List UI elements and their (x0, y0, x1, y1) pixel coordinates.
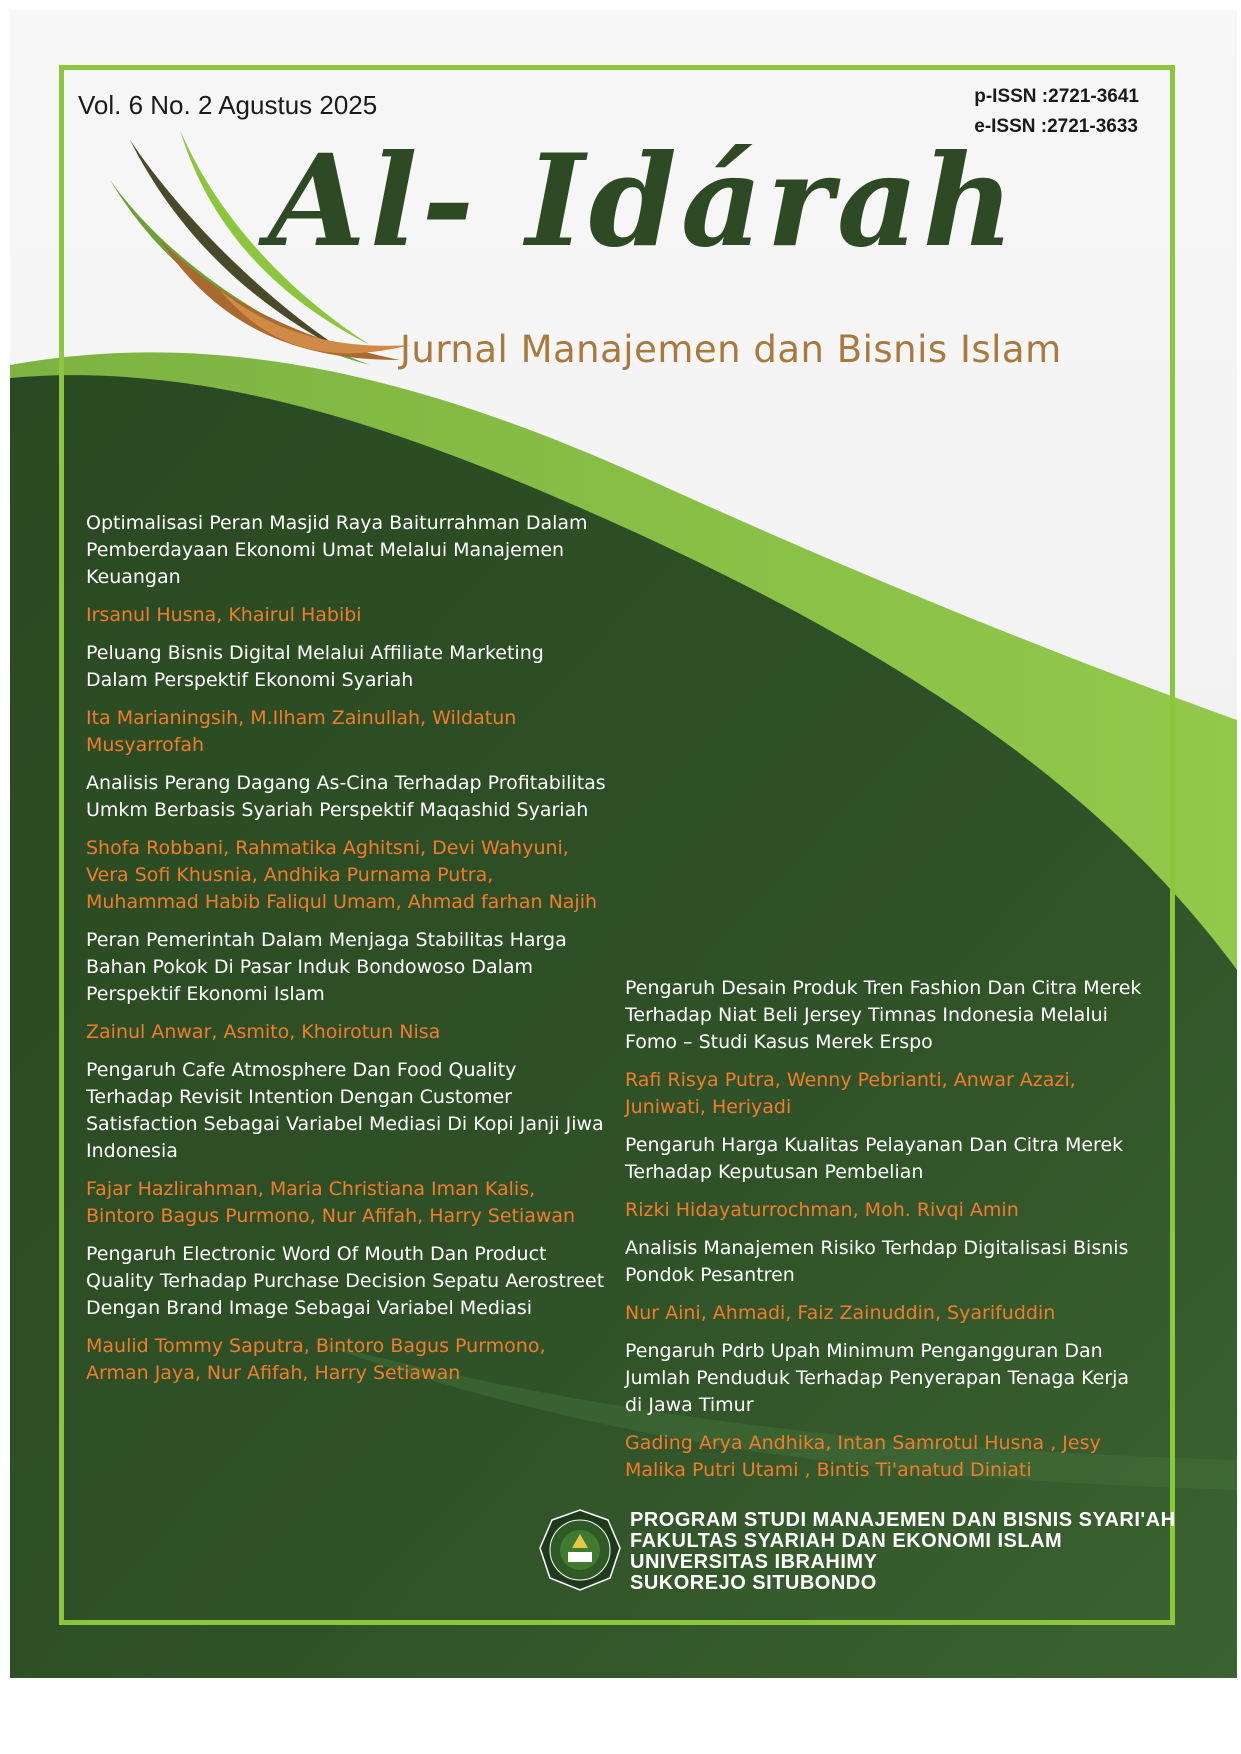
article-authors: Nur Aini, Ahmadi, Faiz Zainuddin, Syarifuddin (625, 1302, 1056, 1324)
volume-label: Vol. 6 No. 2 Agustus 2025 (78, 90, 378, 120)
institution-block (630, 1510, 1176, 1594)
institution-program: PROGRAM STUDI MANAJEMEN DAN BISNIS SYARI'AH (630, 1509, 1176, 1531)
article-title: Pengaruh Cafe Atmosphere Dan Food Quality Terhadap Revisit Intention Dengan Customer Satisfaction Sebagai Variabel Mediasi Di Kopi Janji Jiwa Indonesia (86, 1059, 604, 1162)
article-item (625, 1132, 1145, 1224)
institution-university: UNIVERSITAS IBRAHIMY (630, 1551, 878, 1573)
articles-left-column (86, 510, 606, 1398)
article-item (86, 1241, 606, 1387)
article-authors: Zainul Anwar, Asmito, Khoirotun Nisa (86, 1021, 441, 1043)
article-item (625, 1338, 1145, 1484)
article-authors: Irsanul Husna, Khairul Habibi (86, 604, 362, 626)
article-item (625, 975, 1145, 1121)
p-issn: p-ISSN :2721-3641 (974, 86, 1139, 107)
article-authors: Fajar Hazlirahman, Maria Christiana Iman Kalis, Bintoro Bagus Purmono, Nur Afifah, Harry Setiawan (86, 1178, 576, 1227)
article-title: Peluang Bisnis Digital Melalui Affiliate Marketing Dalam Perspektif Ekonomi Syariah (86, 642, 544, 691)
article-item (86, 770, 606, 916)
article-title: Analisis Perang Dagang As-Cina Terhadap Profitabilitas Umkm Berbasis Syariah Perspektif Maqashid Syariah (86, 772, 606, 821)
university-seal-icon (538, 1508, 622, 1592)
article-authors: Shofa Robbani, Rahmatika Aghitsni, Devi Wahyuni, Vera Sofi Khusnia, Andhika Purnama Putra, Muhammad Habib Faliqul Umam, Ahmad farhan Najih (86, 837, 598, 913)
article-title: Pengaruh Harga Kualitas Pelayanan Dan Citra Merek Terhadap Keputusan Pembelian (625, 1134, 1124, 1183)
article-title: Optimalisasi Peran Masjid Raya Baiturrahman Dalam Pemberdayaan Ekonomi Umat Melalui Manajemen Keuangan (86, 512, 588, 588)
article-title: Pengaruh Desain Produk Tren Fashion Dan Citra Merek Terhadap Niat Beli Jersey Timnas Indonesia Melalui Fomo – Studi Kasus Merek Erspo (625, 977, 1142, 1053)
article-item (86, 510, 606, 629)
article-title: Pengaruh Pdrb Upah Minimum Pengangguran Dan Jumlah Penduduk Terhadap Penyerapan Tenaga Kerja di Jawa Timur (625, 1340, 1130, 1416)
article-item (625, 1235, 1145, 1327)
institution-location: SUKOREJO SITUBONDO (630, 1572, 877, 1594)
article-item (86, 927, 606, 1046)
article-title: Pengaruh Electronic Word Of Mouth Dan Product Quality Terhadap Purchase Decision Sepatu Aerostreet Dengan Brand Image Sebagai Variabel Mediasi (86, 1243, 605, 1319)
journal-name: Al- Idárah (268, 127, 1019, 275)
article-authors: Gading Arya Andhika, Intan Samrotul Husna , Jesy Malika Putri Utami , Bintis Ti'anatud Diniati (625, 1432, 1101, 1481)
journal-subtitle: Jurnal Manajemen dan Bisnis Islam (400, 328, 1062, 371)
article-item (86, 1057, 606, 1230)
e-issn: e-ISSN :2721-3633 (974, 116, 1138, 137)
article-authors: Rizki Hidayaturrochman, Moh. Rivqi Amin (625, 1199, 1019, 1221)
article-title: Analisis Manajemen Risiko Terhdap Digitalisasi Bisnis Pondok Pesantren (625, 1237, 1129, 1286)
articles-right-column (625, 975, 1145, 1495)
institution-faculty: FAKULTAS SYARIAH DAN EKONOMI ISLAM (630, 1530, 1063, 1552)
article-authors: Ita Marianingsih, M.Ilham Zainullah, Wildatun Musyarrofah (86, 707, 517, 756)
article-item (86, 640, 606, 759)
article-authors: Maulid Tommy Saputra, Bintoro Bagus Purmono, Arman Jaya, Nur Afifah, Harry Setiawan (86, 1335, 546, 1384)
article-authors: Rafi Risya Putra, Wenny Pebrianti, Anwar Azazi, Juniwati, Heriyadi (625, 1069, 1076, 1118)
article-title: Peran Pemerintah Dalam Menjaga Stabilitas Harga Bahan Pokok Di Pasar Induk Bondowoso Dalam Perspektif Ekonomi Islam (86, 929, 567, 1005)
journal-cover (10, 10, 1237, 1678)
